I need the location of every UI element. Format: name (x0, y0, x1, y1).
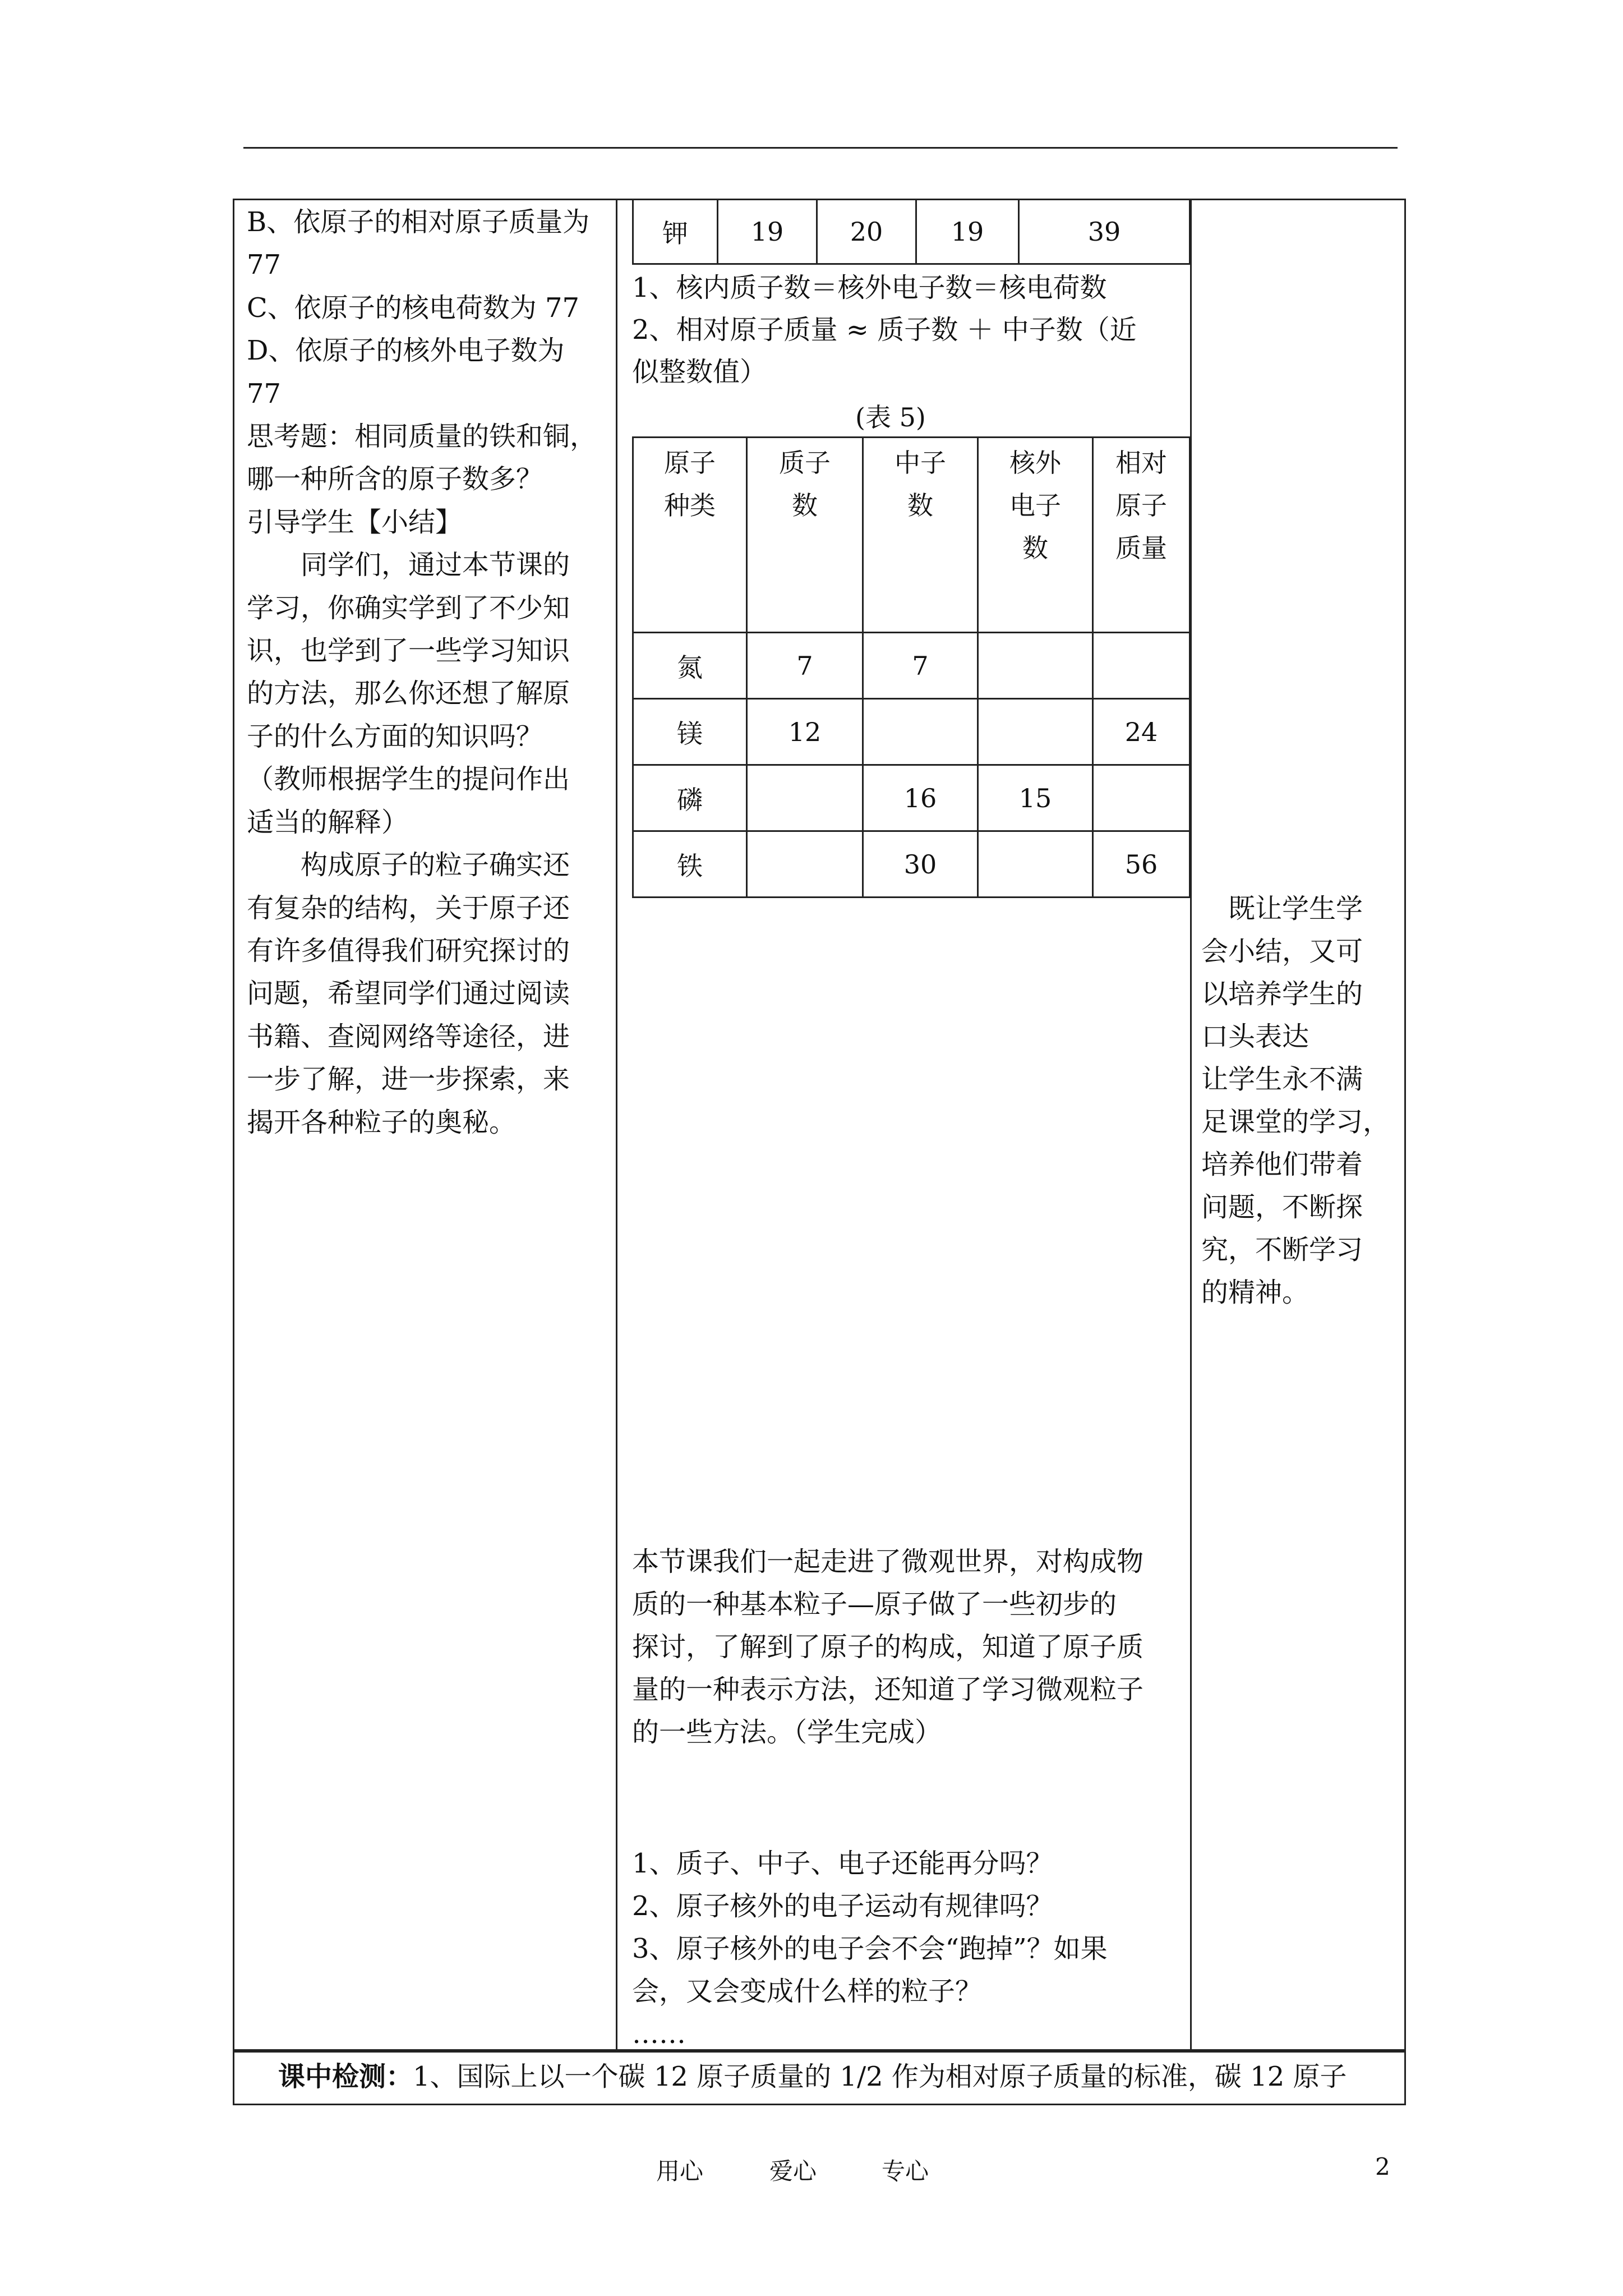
potassium-row-table (632, 199, 1191, 265)
left-line: 哪一种所含的原子数多？ (247, 463, 543, 495)
left-line: 学习，你确实学到了不少知 (247, 592, 570, 624)
table-cell: 24 (1093, 699, 1190, 765)
footer-item: 用心 (656, 2157, 704, 2185)
right-line: 究，不断学习 (1201, 1234, 1363, 1266)
left-line: 77 (247, 378, 282, 409)
table-cell: 30 (863, 831, 978, 898)
table-cell: 镁 (633, 699, 747, 765)
table-cell: 16 (863, 765, 978, 831)
left-line: 问题，希望同学们通过阅读 (247, 978, 570, 1010)
header-relative-mass: 相对 原子 质量 (1093, 438, 1190, 633)
summary-line: 探讨，了解到了原子的构成，知道了原子质 (632, 1631, 1144, 1663)
left-line: 有许多值得我们研究探讨的 (247, 935, 570, 967)
left-line: 有复杂的结构，关于原子还 (247, 892, 570, 924)
left-line: 引导学生【小结】 (247, 506, 463, 538)
table-cell: 19 (718, 200, 817, 264)
table-cell: 15 (978, 765, 1093, 831)
table-cell: 39 (1019, 200, 1190, 264)
table-cell (1093, 765, 1190, 831)
table-cell (863, 699, 978, 765)
table-header-row (633, 438, 1190, 633)
right-line: 培养他们带着 (1201, 1149, 1363, 1180)
table-cell (747, 765, 863, 831)
header-electron-count: 核外 电子 数 (978, 438, 1093, 633)
left-line: 揭开各种粒子的奥秘。 (247, 1106, 517, 1138)
table-cell: 7 (863, 633, 978, 699)
rule-line: 似整数值） (632, 356, 767, 388)
summary-line: 本节课我们一起走进了微观世界，对构成物 (632, 1546, 1144, 1577)
table-cell (747, 831, 863, 898)
table-row (633, 699, 1190, 765)
table-cell: 磷 (633, 765, 747, 831)
right-line: 的精神。 (1201, 1277, 1310, 1308)
summary-line: 量的一种表示方法，还知道了学习微观粒子 (632, 1674, 1144, 1705)
table-cell: 12 (747, 699, 863, 765)
left-line: 思考题：相同质量的铁和铜， (247, 421, 597, 453)
table-bottom-border (233, 2104, 1406, 2105)
right-line: 以培养学生的 (1201, 978, 1363, 1010)
table5 (632, 436, 1191, 898)
left-line: D、依原子的核外电子数为 (247, 335, 565, 367)
rule-line: 2、相对原子质量 ≈ 质子数 ＋ 中子数（近 (632, 314, 1137, 346)
in-class-test-text: 1、国际上以一个碳 12 原子质量的 1/2 作为相对原子质量的标准，碳 12 原子 (413, 2061, 1347, 2092)
left-line: 一步了解，进一步探索，来 (247, 1064, 570, 1096)
table-cell (978, 633, 1093, 699)
table-row (633, 633, 1190, 699)
left-line: B、依原子的相对原子质量为 (247, 206, 590, 238)
right-line: 会小结，又可 (1201, 936, 1363, 967)
left-column-text (247, 201, 597, 1144)
table-row (633, 200, 1190, 264)
table-cell (1093, 633, 1190, 699)
footer-item: 爱心 (769, 2157, 817, 2185)
header-neutron-count: 中子 数 (863, 438, 978, 633)
table-row (633, 765, 1190, 831)
questions-text (632, 1842, 1108, 2055)
table-cell: 20 (817, 200, 916, 264)
left-line: 的方法，那么你还想了解原 (247, 678, 570, 710)
table5-caption: (表 5) (855, 402, 926, 432)
left-line: C、依原子的核电荷数为 77 (247, 292, 580, 324)
bottom-row-left-border (233, 2051, 234, 2105)
header-atom-type: 原子 种类 (633, 438, 747, 633)
right-line: 既让学生学 (1201, 893, 1363, 924)
column-divider-left (616, 199, 617, 2052)
in-class-test-label: 课中检测： (278, 2061, 413, 2092)
table-cell: 铁 (633, 831, 747, 898)
question-line: 会，又会变成什么样的粒子？ (632, 1976, 983, 2007)
left-line: 子的什么方面的知识吗？ (247, 720, 543, 752)
left-line: 构成原子的粒子确实还 (247, 849, 570, 881)
right-line: 问题，不断探 (1201, 1191, 1363, 1223)
bottom-row-right-border (1404, 2051, 1406, 2105)
left-line: 识，也学到了一些学习知识 (247, 635, 570, 667)
left-line: 适当的解释） (247, 806, 409, 838)
header-rule (243, 147, 1398, 149)
question-line: 1、质子、中子、电子还能再分吗？ (632, 1848, 1053, 1879)
left-line: 同学们，通过本节课的 (247, 549, 570, 581)
summary-line: 质的一种基本粒子—原子做了一些初步的 (632, 1589, 1117, 1620)
in-class-test (278, 2055, 1347, 2098)
table-cell (978, 699, 1093, 765)
left-line: （教师根据学生的提问作出 (247, 763, 570, 795)
right-line: 让学生永不满 (1201, 1064, 1363, 1095)
right-column-text (1201, 887, 1390, 1314)
summary-line: 的一些方法。（学生完成） (632, 1717, 942, 1748)
table-cell: 钾 (633, 200, 718, 264)
table-cell: 19 (916, 200, 1019, 264)
left-line: 书籍、查阅网络等途径，进 (247, 1020, 570, 1052)
footer-item: 专心 (882, 2157, 929, 2185)
header-proton-count: 质子 数 (747, 438, 863, 633)
right-line: 口头表达 (1201, 1021, 1310, 1052)
question-line: 3、原子核外的电子会不会“跑掉”？如果 (632, 1933, 1108, 1964)
summary-text (632, 1540, 1144, 1754)
question-line: …… (632, 2018, 686, 2050)
table-cell: 56 (1093, 831, 1190, 898)
table-cell: 氮 (633, 633, 747, 699)
rules-text (632, 267, 1137, 393)
right-line: 足课堂的学习， (1201, 1106, 1390, 1138)
table-cell (978, 831, 1093, 898)
page-number: 2 (1375, 2153, 1390, 2180)
table-cell: 7 (747, 633, 863, 699)
rule-line: 1、核内质子数＝核外电子数＝核电荷数 (632, 272, 1107, 303)
question-line: 2、原子核外的电子运动有规律吗？ (632, 1890, 1053, 1922)
table-row (633, 831, 1190, 898)
left-line: 77 (247, 249, 282, 281)
